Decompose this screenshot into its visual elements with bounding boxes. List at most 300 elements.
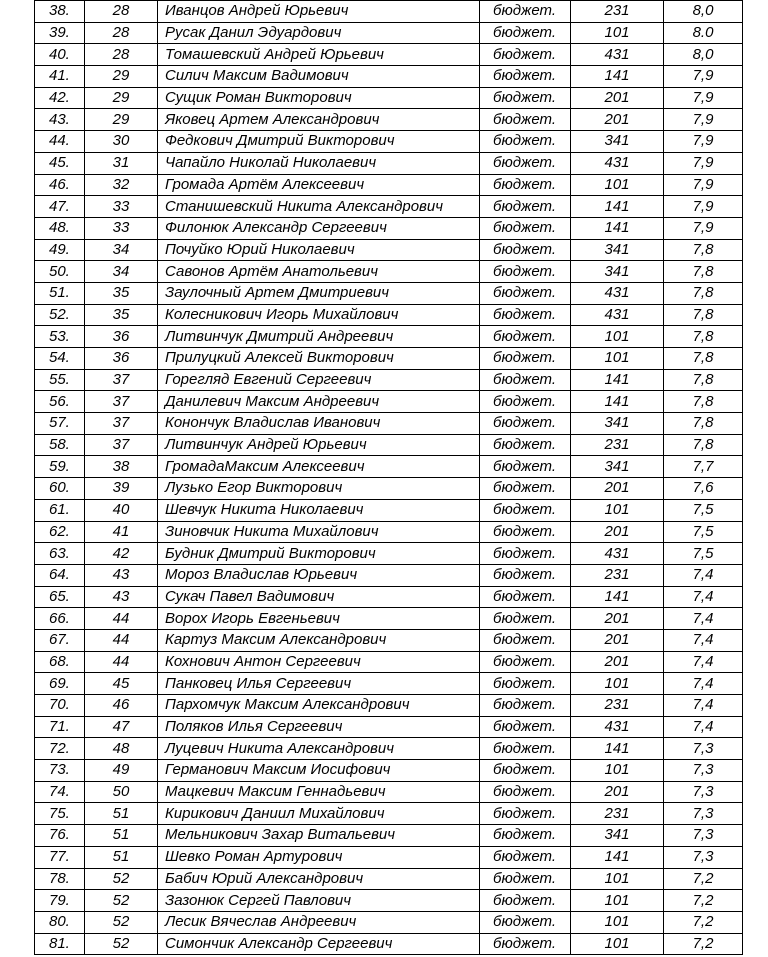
student-name-cell: Лузько Егор Викторович	[158, 478, 480, 500]
specialty-code-cell: 101	[571, 933, 664, 955]
row-number-cell: 42.	[35, 87, 85, 109]
specialty-code-cell: 101	[571, 326, 664, 348]
table-row	[35, 456, 743, 478]
table-row	[35, 87, 743, 109]
group-number-cell: 35	[85, 282, 158, 304]
average-score-cell: 8.0	[664, 22, 743, 44]
funding-basis-cell: бюджет.	[480, 1, 571, 23]
student-name-cell: Картуз Максим Александрович	[158, 629, 480, 651]
specialty-code-cell: 341	[571, 261, 664, 283]
group-number-cell: 52	[85, 911, 158, 933]
average-score-cell: 8,0	[664, 44, 743, 66]
student-name-cell: Русак Данил Эдуардович	[158, 22, 480, 44]
row-number-cell: 80.	[35, 911, 85, 933]
funding-basis-cell: бюджет.	[480, 760, 571, 782]
row-number-cell: 62.	[35, 521, 85, 543]
average-score-cell: 7,8	[664, 261, 743, 283]
average-score-cell: 7,8	[664, 282, 743, 304]
funding-basis-cell: бюджет.	[480, 87, 571, 109]
row-number-cell: 38.	[35, 1, 85, 23]
funding-basis-cell: бюджет.	[480, 738, 571, 760]
specialty-code-cell: 431	[571, 543, 664, 565]
table-row	[35, 304, 743, 326]
row-number-cell: 57.	[35, 413, 85, 435]
row-number-cell: 45.	[35, 152, 85, 174]
group-number-cell: 33	[85, 196, 158, 218]
student-name-cell: Мороз Владислав Юрьевич	[158, 564, 480, 586]
funding-basis-cell: бюджет.	[480, 434, 571, 456]
funding-basis-cell: бюджет.	[480, 174, 571, 196]
student-name-cell: Ворох Игорь Евгеньевич	[158, 608, 480, 630]
table-row	[35, 781, 743, 803]
specialty-code-cell: 431	[571, 716, 664, 738]
student-name-cell: Сущик Роман Викторович	[158, 87, 480, 109]
table-row	[35, 760, 743, 782]
group-number-cell: 52	[85, 933, 158, 955]
group-number-cell: 29	[85, 109, 158, 131]
funding-basis-cell: бюджет.	[480, 326, 571, 348]
row-number-cell: 46.	[35, 174, 85, 196]
student-name-cell: Зиновчик Никита Михайлович	[158, 521, 480, 543]
average-score-cell: 7,8	[664, 239, 743, 261]
table-row	[35, 44, 743, 66]
group-number-cell: 35	[85, 304, 158, 326]
group-number-cell: 50	[85, 781, 158, 803]
table-row	[35, 369, 743, 391]
table-row	[35, 131, 743, 153]
table-row	[35, 413, 743, 435]
table-row	[35, 629, 743, 651]
average-score-cell: 7,8	[664, 391, 743, 413]
specialty-code-cell: 101	[571, 348, 664, 370]
table-row	[35, 695, 743, 717]
student-name-cell: Поляков Илья Сергеевич	[158, 716, 480, 738]
student-name-cell: Конончук Владислав Иванович	[158, 413, 480, 435]
average-score-cell: 7,3	[664, 738, 743, 760]
group-number-cell: 38	[85, 456, 158, 478]
table-row	[35, 608, 743, 630]
funding-basis-cell: бюджет.	[480, 152, 571, 174]
funding-basis-cell: бюджет.	[480, 846, 571, 868]
average-score-cell: 7,9	[664, 131, 743, 153]
student-name-cell: Германович Максим Иосифович	[158, 760, 480, 782]
group-number-cell: 44	[85, 651, 158, 673]
table-row	[35, 868, 743, 890]
specialty-code-cell: 231	[571, 1, 664, 23]
student-name-cell: Кирикович Даниил Михайлович	[158, 803, 480, 825]
funding-basis-cell: бюджет.	[480, 22, 571, 44]
group-number-cell: 29	[85, 87, 158, 109]
group-number-cell: 28	[85, 22, 158, 44]
group-number-cell: 37	[85, 369, 158, 391]
table-row	[35, 825, 743, 847]
row-number-cell: 81.	[35, 933, 85, 955]
average-score-cell: 7,7	[664, 456, 743, 478]
specialty-code-cell: 201	[571, 651, 664, 673]
funding-basis-cell: бюджет.	[480, 803, 571, 825]
average-score-cell: 7,4	[664, 695, 743, 717]
student-name-cell: Бабич Юрий Александрович	[158, 868, 480, 890]
row-number-cell: 56.	[35, 391, 85, 413]
row-number-cell: 76.	[35, 825, 85, 847]
table-row	[35, 586, 743, 608]
average-score-cell: 7,4	[664, 586, 743, 608]
funding-basis-cell: бюджет.	[480, 217, 571, 239]
row-number-cell: 40.	[35, 44, 85, 66]
average-score-cell: 8,0	[664, 1, 743, 23]
funding-basis-cell: бюджет.	[480, 131, 571, 153]
funding-basis-cell: бюджет.	[480, 391, 571, 413]
group-number-cell: 46	[85, 695, 158, 717]
specialty-code-cell: 431	[571, 304, 664, 326]
group-number-cell: 37	[85, 413, 158, 435]
row-number-cell: 47.	[35, 196, 85, 218]
table-row	[35, 890, 743, 912]
student-name-cell: Чапайло Николай Николаевич	[158, 152, 480, 174]
specialty-code-cell: 101	[571, 499, 664, 521]
student-name-cell: Кохнович Антон Сергеевич	[158, 651, 480, 673]
row-number-cell: 70.	[35, 695, 85, 717]
student-name-cell: Литвинчук Дмитрий Андреевич	[158, 326, 480, 348]
group-number-cell: 37	[85, 434, 158, 456]
group-number-cell: 43	[85, 564, 158, 586]
group-number-cell: 33	[85, 217, 158, 239]
specialty-code-cell: 101	[571, 22, 664, 44]
specialty-code-cell: 231	[571, 695, 664, 717]
funding-basis-cell: бюджет.	[480, 282, 571, 304]
funding-basis-cell: бюджет.	[480, 695, 571, 717]
row-number-cell: 54.	[35, 348, 85, 370]
specialty-code-cell: 341	[571, 239, 664, 261]
specialty-code-cell: 101	[571, 911, 664, 933]
specialty-code-cell: 141	[571, 738, 664, 760]
row-number-cell: 75.	[35, 803, 85, 825]
group-number-cell: 51	[85, 825, 158, 847]
group-number-cell: 28	[85, 1, 158, 23]
average-score-cell: 7,5	[664, 543, 743, 565]
row-number-cell: 44.	[35, 131, 85, 153]
row-number-cell: 52.	[35, 304, 85, 326]
row-number-cell: 77.	[35, 846, 85, 868]
row-number-cell: 53.	[35, 326, 85, 348]
table-row	[35, 1, 743, 23]
row-number-cell: 58.	[35, 434, 85, 456]
average-score-cell: 7,8	[664, 326, 743, 348]
funding-basis-cell: бюджет.	[480, 413, 571, 435]
table-row	[35, 22, 743, 44]
table-row	[35, 846, 743, 868]
student-name-cell: Иванцов Андрей Юрьевич	[158, 1, 480, 23]
average-score-cell: 7,4	[664, 673, 743, 695]
average-score-cell: 7,9	[664, 217, 743, 239]
group-number-cell: 52	[85, 890, 158, 912]
funding-basis-cell: бюджет.	[480, 890, 571, 912]
specialty-code-cell: 201	[571, 87, 664, 109]
table-row	[35, 217, 743, 239]
average-score-cell: 7,4	[664, 629, 743, 651]
group-number-cell: 39	[85, 478, 158, 500]
specialty-code-cell: 201	[571, 478, 664, 500]
average-score-cell: 7,8	[664, 413, 743, 435]
student-name-cell: Мельникович Захар Витальевич	[158, 825, 480, 847]
table-row	[35, 499, 743, 521]
average-score-cell: 7,2	[664, 890, 743, 912]
average-score-cell: 7,8	[664, 369, 743, 391]
table-row	[35, 326, 743, 348]
row-number-cell: 65.	[35, 586, 85, 608]
student-name-cell: Яковец Артем Александрович	[158, 109, 480, 131]
student-name-cell: Савонов Артём Анатольевич	[158, 261, 480, 283]
group-number-cell: 37	[85, 391, 158, 413]
average-score-cell: 7,4	[664, 608, 743, 630]
row-number-cell: 61.	[35, 499, 85, 521]
row-number-cell: 51.	[35, 282, 85, 304]
row-number-cell: 78.	[35, 868, 85, 890]
funding-basis-cell: бюджет.	[480, 868, 571, 890]
specialty-code-cell: 141	[571, 586, 664, 608]
average-score-cell: 7,6	[664, 478, 743, 500]
specialty-code-cell: 101	[571, 760, 664, 782]
specialty-code-cell: 101	[571, 890, 664, 912]
row-number-cell: 59.	[35, 456, 85, 478]
specialty-code-cell: 101	[571, 673, 664, 695]
ranking-table	[34, 0, 743, 955]
table-row	[35, 391, 743, 413]
specialty-code-cell: 341	[571, 413, 664, 435]
row-number-cell: 74.	[35, 781, 85, 803]
student-name-cell: Сукач Павел Вадимович	[158, 586, 480, 608]
funding-basis-cell: бюджет.	[480, 781, 571, 803]
specialty-code-cell: 141	[571, 846, 664, 868]
group-number-cell: 30	[85, 131, 158, 153]
row-number-cell: 50.	[35, 261, 85, 283]
funding-basis-cell: бюджет.	[480, 825, 571, 847]
group-number-cell: 44	[85, 629, 158, 651]
specialty-code-cell: 201	[571, 629, 664, 651]
table-row	[35, 282, 743, 304]
average-score-cell: 7,9	[664, 196, 743, 218]
funding-basis-cell: бюджет.	[480, 261, 571, 283]
row-number-cell: 63.	[35, 543, 85, 565]
average-score-cell: 7,8	[664, 348, 743, 370]
table-row	[35, 651, 743, 673]
funding-basis-cell: бюджет.	[480, 911, 571, 933]
specialty-code-cell: 201	[571, 781, 664, 803]
group-number-cell: 48	[85, 738, 158, 760]
specialty-code-cell: 231	[571, 434, 664, 456]
specialty-code-cell: 341	[571, 456, 664, 478]
group-number-cell: 49	[85, 760, 158, 782]
row-number-cell: 71.	[35, 716, 85, 738]
specialty-code-cell: 231	[571, 564, 664, 586]
student-name-cell: Громада Артём Алексеевич	[158, 174, 480, 196]
specialty-code-cell: 101	[571, 868, 664, 890]
group-number-cell: 41	[85, 521, 158, 543]
average-score-cell: 7,2	[664, 933, 743, 955]
row-number-cell: 64.	[35, 564, 85, 586]
funding-basis-cell: бюджет.	[480, 109, 571, 131]
row-number-cell: 79.	[35, 890, 85, 912]
specialty-code-cell: 431	[571, 152, 664, 174]
specialty-code-cell: 201	[571, 608, 664, 630]
student-name-cell: Шевко Роман Артурович	[158, 846, 480, 868]
average-score-cell: 7,9	[664, 109, 743, 131]
table-row	[35, 152, 743, 174]
average-score-cell: 7,3	[664, 825, 743, 847]
table-row	[35, 66, 743, 88]
table-row	[35, 543, 743, 565]
funding-basis-cell: бюджет.	[480, 651, 571, 673]
average-score-cell: 7,9	[664, 174, 743, 196]
specialty-code-cell: 341	[571, 825, 664, 847]
average-score-cell: 7,3	[664, 803, 743, 825]
group-number-cell: 45	[85, 673, 158, 695]
row-number-cell: 66.	[35, 608, 85, 630]
average-score-cell: 7,4	[664, 716, 743, 738]
funding-basis-cell: бюджет.	[480, 196, 571, 218]
student-name-cell: Силич Максим Вадимович	[158, 66, 480, 88]
average-score-cell: 7,4	[664, 564, 743, 586]
student-name-cell: Федкович Дмитрий Викторович	[158, 131, 480, 153]
group-number-cell: 31	[85, 152, 158, 174]
group-number-cell: 40	[85, 499, 158, 521]
row-number-cell: 55.	[35, 369, 85, 391]
specialty-code-cell: 431	[571, 282, 664, 304]
row-number-cell: 39.	[35, 22, 85, 44]
table-row	[35, 478, 743, 500]
student-name-cell: Панковец Илья Сергеевич	[158, 673, 480, 695]
specialty-code-cell: 141	[571, 391, 664, 413]
funding-basis-cell: бюджет.	[480, 586, 571, 608]
group-number-cell: 34	[85, 261, 158, 283]
average-score-cell: 7,3	[664, 846, 743, 868]
average-score-cell: 7,9	[664, 66, 743, 88]
specialty-code-cell: 141	[571, 369, 664, 391]
funding-basis-cell: бюджет.	[480, 478, 571, 500]
student-name-cell: Литвинчук Андрей Юрьевич	[158, 434, 480, 456]
table-row	[35, 174, 743, 196]
group-number-cell: 42	[85, 543, 158, 565]
group-number-cell: 32	[85, 174, 158, 196]
table-row	[35, 348, 743, 370]
group-number-cell: 34	[85, 239, 158, 261]
funding-basis-cell: бюджет.	[480, 564, 571, 586]
student-name-cell: ГромадаМаксим Алексеевич	[158, 456, 480, 478]
funding-basis-cell: бюджет.	[480, 673, 571, 695]
row-number-cell: 48.	[35, 217, 85, 239]
student-name-cell: Прилуцкий Алексей Викторович	[158, 348, 480, 370]
group-number-cell: 28	[85, 44, 158, 66]
row-number-cell: 68.	[35, 651, 85, 673]
student-name-cell: Горегляд Евгений Сергеевич	[158, 369, 480, 391]
table-row	[35, 239, 743, 261]
table-row	[35, 564, 743, 586]
average-score-cell: 7,9	[664, 152, 743, 174]
average-score-cell: 7,2	[664, 868, 743, 890]
specialty-code-cell: 201	[571, 521, 664, 543]
funding-basis-cell: бюджет.	[480, 369, 571, 391]
specialty-code-cell: 141	[571, 66, 664, 88]
group-number-cell: 44	[85, 608, 158, 630]
student-name-cell: Будник Дмитрий Викторович	[158, 543, 480, 565]
table-row	[35, 716, 743, 738]
student-name-cell: Заулочный Артем Дмитриевич	[158, 282, 480, 304]
student-name-cell: Филонюк Александр Сергеевич	[158, 217, 480, 239]
row-number-cell: 69.	[35, 673, 85, 695]
group-number-cell: 51	[85, 846, 158, 868]
row-number-cell: 60.	[35, 478, 85, 500]
average-score-cell: 7,8	[664, 304, 743, 326]
group-number-cell: 51	[85, 803, 158, 825]
ranking-table-sheet	[34, 0, 742, 955]
funding-basis-cell: бюджет.	[480, 456, 571, 478]
funding-basis-cell: бюджет.	[480, 44, 571, 66]
group-number-cell: 29	[85, 66, 158, 88]
specialty-code-cell: 141	[571, 217, 664, 239]
average-score-cell: 7,3	[664, 760, 743, 782]
row-number-cell: 41.	[35, 66, 85, 88]
table-row	[35, 434, 743, 456]
group-number-cell: 36	[85, 348, 158, 370]
table-row	[35, 933, 743, 955]
table-row	[35, 911, 743, 933]
row-number-cell: 73.	[35, 760, 85, 782]
student-name-cell: Пархомчук Максим Александрович	[158, 695, 480, 717]
student-name-cell: Шевчук Никита Николаевич	[158, 499, 480, 521]
funding-basis-cell: бюджет.	[480, 499, 571, 521]
average-score-cell: 7,5	[664, 499, 743, 521]
table-row	[35, 673, 743, 695]
student-name-cell: Данилевич Максим Андреевич	[158, 391, 480, 413]
student-name-cell: Зазонюк Сергей Павлович	[158, 890, 480, 912]
funding-basis-cell: бюджет.	[480, 521, 571, 543]
row-number-cell: 43.	[35, 109, 85, 131]
student-name-cell: Станишевский Никита Александрович	[158, 196, 480, 218]
specialty-code-cell: 101	[571, 174, 664, 196]
funding-basis-cell: бюджет.	[480, 933, 571, 955]
group-number-cell: 52	[85, 868, 158, 890]
table-row	[35, 521, 743, 543]
funding-basis-cell: бюджет.	[480, 239, 571, 261]
funding-basis-cell: бюджет.	[480, 629, 571, 651]
table-row	[35, 738, 743, 760]
average-score-cell: 7,3	[664, 781, 743, 803]
funding-basis-cell: бюджет.	[480, 66, 571, 88]
student-name-cell: Луцевич Никита Александрович	[158, 738, 480, 760]
funding-basis-cell: бюджет.	[480, 348, 571, 370]
student-name-cell: Томашевский Андрей Юрьевич	[158, 44, 480, 66]
funding-basis-cell: бюджет.	[480, 304, 571, 326]
average-score-cell: 7,4	[664, 651, 743, 673]
student-name-cell: Колесникович Игорь Михайлович	[158, 304, 480, 326]
funding-basis-cell: бюджет.	[480, 608, 571, 630]
average-score-cell: 7,5	[664, 521, 743, 543]
student-name-cell: Лесик Вячеслав Андреевич	[158, 911, 480, 933]
funding-basis-cell: бюджет.	[480, 543, 571, 565]
specialty-code-cell: 431	[571, 44, 664, 66]
student-name-cell: Почуйко Юрий Николаевич	[158, 239, 480, 261]
specialty-code-cell: 201	[571, 109, 664, 131]
average-score-cell: 7,8	[664, 434, 743, 456]
row-number-cell: 49.	[35, 239, 85, 261]
group-number-cell: 43	[85, 586, 158, 608]
row-number-cell: 67.	[35, 629, 85, 651]
table-row	[35, 803, 743, 825]
group-number-cell: 47	[85, 716, 158, 738]
specialty-code-cell: 231	[571, 803, 664, 825]
student-name-cell: Мацкевич Максим Геннадьевич	[158, 781, 480, 803]
average-score-cell: 7,2	[664, 911, 743, 933]
